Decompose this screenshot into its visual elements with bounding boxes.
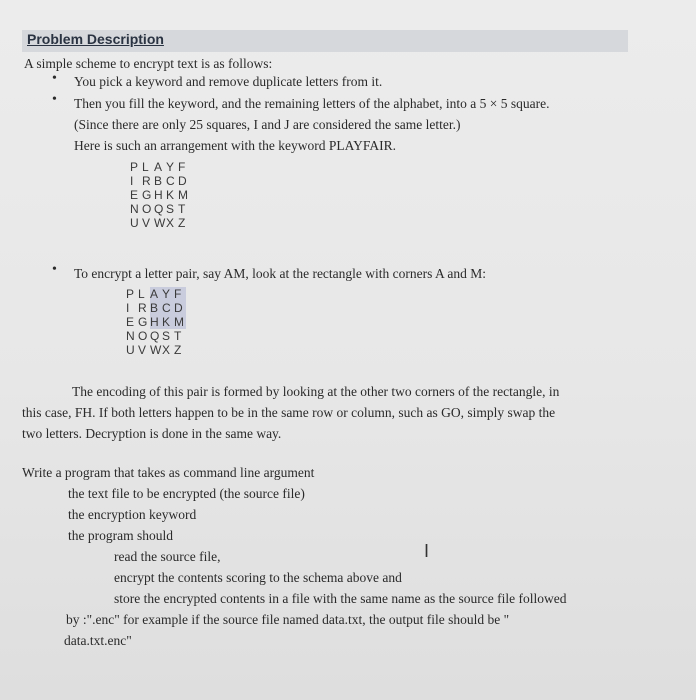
grid-cell: V xyxy=(142,216,151,230)
grid-cell: M xyxy=(178,188,188,202)
playfair-grid-1 xyxy=(130,160,190,230)
grid-cell: F xyxy=(178,160,186,174)
bullet-icon: • xyxy=(52,262,57,277)
grid-cell: I xyxy=(126,301,130,315)
grid-cell: W xyxy=(154,216,166,230)
grid-cell: D xyxy=(178,174,187,188)
grid-row xyxy=(126,315,186,329)
program-line-4: the program should xyxy=(68,528,173,543)
program-line-2: the text file to be encrypted (the source file) xyxy=(68,486,305,501)
bullet-2-line-3: Here is such an arrangement with the keyword PLAYFAIR. xyxy=(74,138,397,153)
bullet-3-text: To encrypt a letter pair, say AM, look at the rectangle with corners A and M: xyxy=(74,266,487,281)
program-line-7: store the encrypted contents in a file with the same name as the source file followed xyxy=(114,591,567,606)
encoding-line-1: The encoding of this pair is formed by looking at the other two corners of the rectangle, in xyxy=(72,384,560,399)
grid-row xyxy=(126,301,186,315)
grid-cell: V xyxy=(138,343,147,357)
grid-row xyxy=(126,343,186,357)
grid-row xyxy=(130,160,190,174)
grid-cell: Y xyxy=(166,160,175,174)
bullet-icon: • xyxy=(52,71,57,86)
grid-cell: R xyxy=(138,301,147,315)
grid-row xyxy=(126,287,186,301)
grid-cell: L xyxy=(142,160,149,174)
grid-cell: T xyxy=(178,202,186,216)
grid-cell: S xyxy=(166,202,175,216)
grid-cell: L xyxy=(138,287,145,301)
grid-cell: A xyxy=(150,287,162,301)
grid-cell: B xyxy=(154,174,163,188)
bullet-2-line-1: Then you fill the keyword, and the remaining letters of the alphabet, into a 5 × 5 square. xyxy=(74,96,550,111)
program-line-6: encrypt the contents scoring to the schema above and xyxy=(114,570,402,585)
program-line-8: by :".enc" for example if the source file named data.txt, the output file should be " xyxy=(66,612,510,627)
encoding-line-2: this case, FH. If both letters happen to be in the same row or column, such as GO, simply swap the xyxy=(22,405,556,420)
grid-cell: G xyxy=(138,315,148,329)
grid-cell: Q xyxy=(150,329,160,343)
grid-cell: X xyxy=(166,216,175,230)
grid-cell: K xyxy=(162,315,174,329)
bullet-1-text: You pick a keyword and remove duplicate letters from it. xyxy=(74,74,383,89)
grid-cell: D xyxy=(174,301,186,315)
grid-cell: G xyxy=(142,188,152,202)
grid-cell: T xyxy=(174,329,182,343)
grid-cell: Z xyxy=(178,216,186,230)
playfair-grid-2 xyxy=(126,287,186,357)
grid-row xyxy=(126,329,186,343)
grid-cell: B xyxy=(150,301,162,315)
grid-cell: E xyxy=(130,188,139,202)
grid-cell: Q xyxy=(154,202,164,216)
grid-cell: M xyxy=(174,315,184,329)
bullet-2-line-2: (Since there are only 25 squares, I and J are considered the same letter.) xyxy=(74,117,461,132)
text-cursor-icon: I xyxy=(424,541,430,561)
program-line-9: data.txt.enc" xyxy=(64,633,132,648)
bullet-icon: • xyxy=(52,92,57,107)
grid-cell: I xyxy=(130,174,134,188)
grid-row xyxy=(130,188,190,202)
grid-cell: S xyxy=(162,329,171,343)
grid-cell: R xyxy=(142,174,151,188)
grid-cell: Y xyxy=(162,287,174,301)
grid-cell: C xyxy=(162,301,174,315)
grid-cell: P xyxy=(130,160,139,174)
grid-cell: W xyxy=(150,343,162,357)
grid-cell: U xyxy=(126,343,135,357)
grid-cell: O xyxy=(142,202,152,216)
grid-cell: X xyxy=(162,343,171,357)
grid-row xyxy=(130,202,190,216)
grid-cell: C xyxy=(166,174,175,188)
intro-text: A simple scheme to encrypt text is as follows: xyxy=(24,56,273,71)
grid-cell: A xyxy=(154,160,163,174)
header-bar xyxy=(22,30,628,52)
grid-row xyxy=(130,216,190,230)
grid-cell: H xyxy=(154,188,163,202)
grid-cell: Z xyxy=(174,343,182,357)
encoding-line-3: two letters. Decryption is done in the same way. xyxy=(22,426,282,441)
grid-row xyxy=(130,174,190,188)
grid-cell: O xyxy=(138,329,148,343)
program-line-3: the encryption keyword xyxy=(68,507,197,522)
program-line-1: Write a program that takes as command line argument xyxy=(22,465,315,480)
grid-cell: E xyxy=(126,315,135,329)
grid-cell: H xyxy=(150,315,162,329)
grid-cell: N xyxy=(126,329,135,343)
grid-cell: N xyxy=(130,202,139,216)
grid-cell: U xyxy=(130,216,139,230)
program-line-5: read the source file, xyxy=(114,549,221,564)
grid-cell: K xyxy=(166,188,175,202)
grid-cell: F xyxy=(174,287,186,301)
grid-cell: P xyxy=(126,287,135,301)
page-title: Problem Description xyxy=(27,31,164,47)
